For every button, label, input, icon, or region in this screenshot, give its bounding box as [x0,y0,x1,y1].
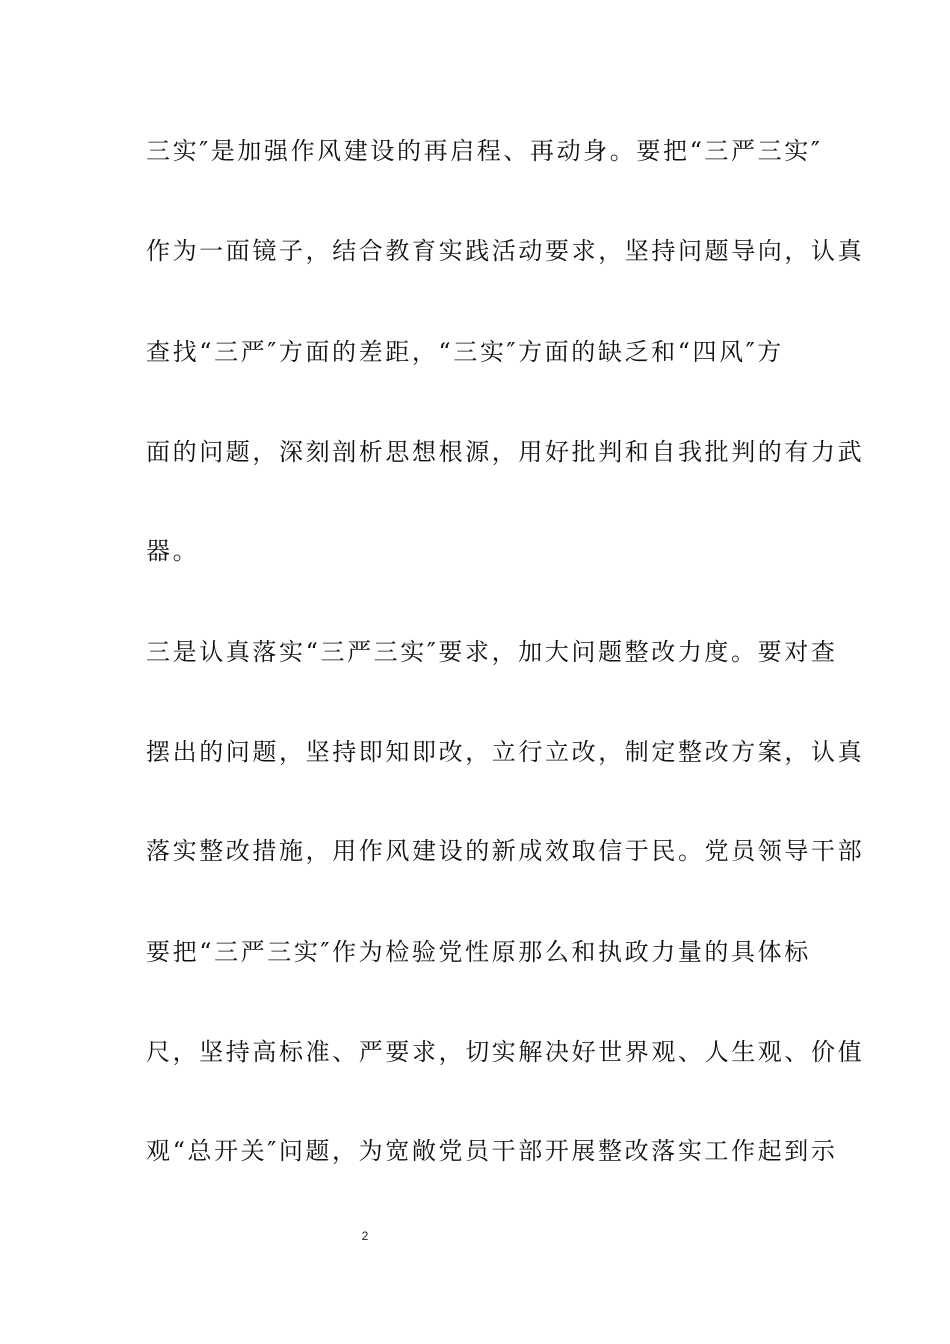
text-line: 作为一面镜子，结合教育实践活动要求，坚持问题导向，认真 [146,237,865,265]
text-line: 落实整改措施，用作风建设的新成效取信于民。党员领导干部 [146,837,865,865]
text-line: 面的问题，深刻剖析思想根源，用好批判和自我批判的有力武 [146,438,865,466]
text-line: 摆出的问题，坚持即知即改，立行立改，制定整改方案，认真 [146,738,865,766]
text-line: 三是认真落实“三严三实″要求，加大问题整改力度。要对查 [146,638,838,666]
text-line: 要把“三严三实″作为检验党性原那么和执政力量的具体标 [146,938,811,966]
text-line: 观“总开关″问题，为宽敞党员干部开展整改落实工作起到示 [146,1137,838,1165]
text-line: 器。 [146,537,200,565]
text-line: 查找“三严″方面的差距，“三实″方面的缺乏和“四风″方 [146,338,784,366]
page-number: 2 [361,1229,369,1243]
text-line: 三实″是加强作风建设的再启程、再动身。要把“三严三实″ [146,137,823,165]
text-line: 尺，坚持高标准、严要求，切实解决好世界观、人生观、价值 [146,1038,865,1066]
